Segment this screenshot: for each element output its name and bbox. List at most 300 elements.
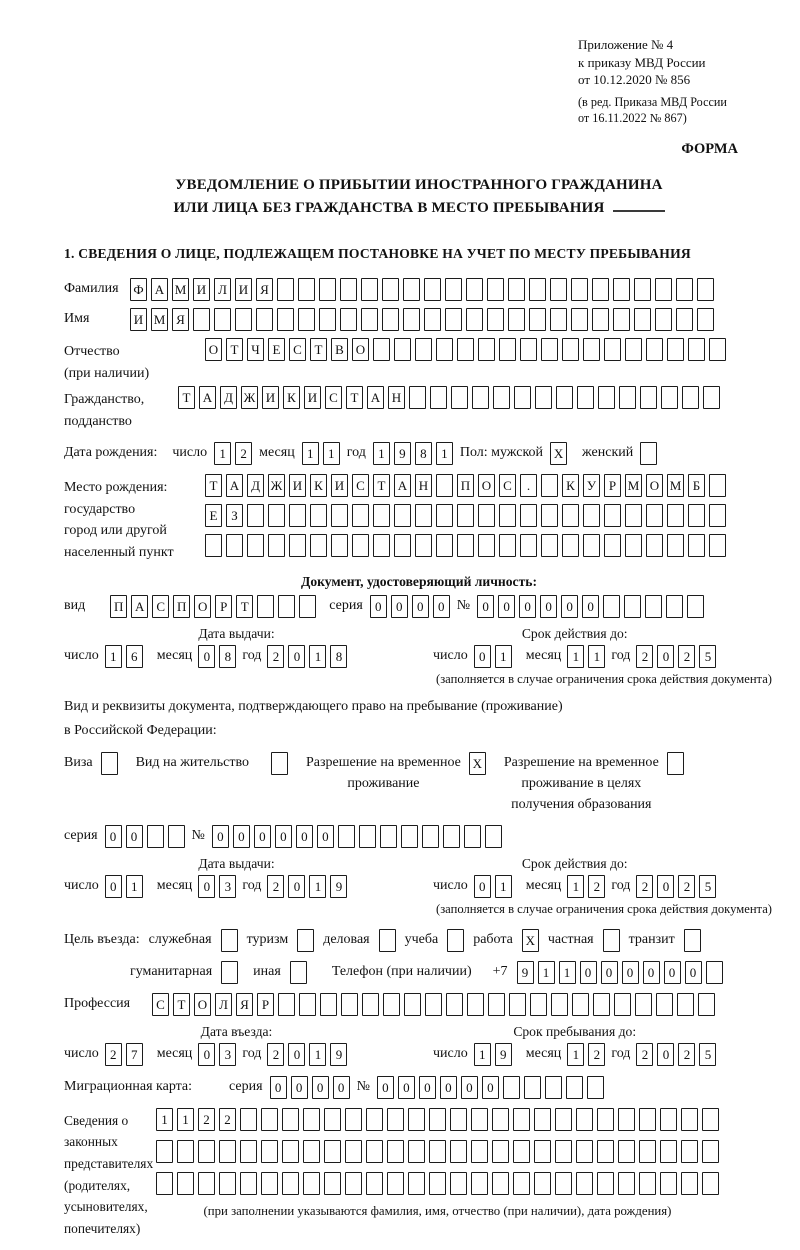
char-cell: 2: [105, 1043, 122, 1066]
id-issue-month-cells: [198, 645, 236, 668]
char-cell: [603, 929, 620, 952]
char-cell: [247, 504, 264, 527]
char-cell: 1: [302, 442, 319, 465]
char-cell: 2: [267, 645, 284, 668]
restriction-note: (заполняется в случае ограничения срока действия документа): [436, 901, 772, 916]
char-cell: 5: [699, 875, 716, 898]
char-cell: 1: [105, 645, 122, 668]
char-cell: [429, 1108, 446, 1131]
char-cell: [408, 1140, 425, 1163]
char-cell: [688, 338, 705, 361]
id-number-cells: [477, 595, 704, 618]
char-cell: И: [193, 278, 210, 301]
stay-until-caption: Срок пребывания до:: [513, 1023, 637, 1039]
char-cell: [499, 504, 516, 527]
day-label: число: [433, 648, 468, 664]
char-cell: [666, 595, 683, 618]
char-cell: [488, 993, 505, 1016]
guardians-cells-block: [156, 1108, 719, 1240]
char-cell: [415, 504, 432, 527]
res-valid-year-cells: [636, 875, 716, 898]
char-cell: [655, 308, 672, 331]
given-name-label: Имя: [64, 311, 90, 327]
char-cell: [341, 993, 358, 1016]
char-cell: [373, 338, 390, 361]
char-cell: 0: [657, 645, 674, 668]
char-cell: [541, 534, 558, 557]
birthplace-row: [64, 474, 774, 564]
char-cell: [613, 308, 630, 331]
char-cell: [450, 1140, 467, 1163]
char-cell: 7: [126, 1043, 143, 1066]
purpose-option-label: учеба: [404, 932, 439, 948]
char-cell: 0: [622, 961, 639, 984]
year-label: год: [611, 648, 631, 664]
char-cell: [562, 504, 579, 527]
char-cell: 0: [270, 1076, 287, 1099]
char-cell: [247, 534, 264, 557]
char-cell: Н: [388, 386, 405, 409]
char-cell: 0: [288, 1043, 305, 1066]
char-cell: [583, 534, 600, 557]
char-cell: 0: [474, 645, 491, 668]
char-cell: [646, 338, 663, 361]
char-cell: 0: [657, 875, 674, 898]
char-cell: [359, 825, 376, 848]
char-cell: 1: [177, 1108, 194, 1131]
char-cell: [487, 308, 504, 331]
purpose-study-checkbox: [447, 929, 464, 952]
char-cell: [282, 1172, 299, 1195]
char-cell: [509, 993, 526, 1016]
temp-residence-edu-checkbox: [667, 752, 684, 775]
char-cell: С: [499, 474, 516, 497]
purpose-row: [64, 929, 774, 952]
char-cell: 2: [678, 875, 695, 898]
migration-number-cells: [377, 1076, 604, 1099]
char-cell: X: [522, 929, 539, 952]
char-cell: Р: [257, 993, 274, 1016]
char-cell: [478, 534, 495, 557]
char-cell: А: [131, 595, 148, 618]
char-cell: С: [152, 993, 169, 1016]
valid-until-caption: Срок действия до:: [521, 855, 628, 871]
char-cell: [345, 1108, 362, 1131]
char-cell: Д: [220, 386, 237, 409]
char-cell: [256, 308, 273, 331]
char-cell: С: [325, 386, 342, 409]
char-cell: 1: [588, 645, 605, 668]
char-cell: 0: [275, 825, 292, 848]
month-label: месяц: [525, 648, 562, 664]
humanitarian-checkbox: [221, 961, 238, 984]
char-cell: С: [152, 595, 169, 618]
char-cell: [640, 386, 657, 409]
char-cell: [492, 1140, 509, 1163]
char-cell: [541, 474, 558, 497]
purpose-option-label: транзит: [628, 932, 675, 948]
char-cell: [676, 278, 693, 301]
char-cell: [404, 993, 421, 1016]
purpose-label: Цель въезда:: [64, 932, 140, 948]
char-cell: [660, 1172, 677, 1195]
char-cell: 0: [370, 595, 387, 618]
char-cell: Я: [236, 993, 253, 1016]
entry-month-cells: [198, 1043, 236, 1066]
char-cell: 1: [559, 961, 576, 984]
char-cell: [597, 1140, 614, 1163]
year-label: год: [346, 445, 366, 461]
char-cell: [457, 534, 474, 557]
char-cell: [613, 278, 630, 301]
char-cell: [625, 338, 642, 361]
char-cell: 1: [156, 1108, 173, 1131]
char-cell: 0: [212, 825, 229, 848]
char-cell: [289, 534, 306, 557]
char-cell: [401, 825, 418, 848]
citizenship-cells: [178, 386, 720, 409]
char-cell: [493, 386, 510, 409]
residence-permit-label: Вид на жительство: [135, 754, 249, 770]
birth-year-cells: [373, 442, 453, 465]
temp-residence-option: [306, 752, 486, 794]
char-cell: [571, 308, 588, 331]
char-cell: [684, 929, 701, 952]
month-label: месяц: [525, 1046, 562, 1062]
char-cell: 0: [461, 1076, 478, 1099]
char-cell: [387, 1108, 404, 1131]
char-cell: Т: [236, 595, 253, 618]
citizenship-row: [64, 386, 774, 432]
char-cell: [550, 278, 567, 301]
patronymic-row: [64, 338, 774, 384]
profession-label: Профессия: [64, 995, 131, 1011]
other-purpose-label: иная: [253, 964, 281, 980]
char-cell: [555, 1108, 572, 1131]
sex-female-label: женский: [582, 445, 634, 461]
char-cell: 1: [567, 645, 584, 668]
char-cell: [667, 504, 684, 527]
char-cell: [331, 504, 348, 527]
month-label: месяц: [259, 445, 295, 461]
guardians-cells-2: [156, 1140, 719, 1163]
char-cell: 2: [267, 875, 284, 898]
char-cell: [562, 338, 579, 361]
char-cell: Т: [226, 338, 243, 361]
char-cell: [366, 1140, 383, 1163]
char-cell: 0: [498, 595, 515, 618]
char-cell: X: [469, 752, 486, 775]
char-cell: Ж: [268, 474, 285, 497]
char-cell: [352, 534, 369, 557]
char-cell: [576, 1108, 593, 1131]
char-cell: [340, 278, 357, 301]
purpose-option-label: работа: [473, 932, 513, 948]
phone-cells: [517, 961, 723, 984]
char-cell: Р: [604, 474, 621, 497]
residence-permit-option: [136, 752, 288, 775]
char-cell: [604, 534, 621, 557]
humanitarian-label: гуманитарная: [130, 964, 213, 980]
day-label: число: [64, 1046, 99, 1062]
char-cell: [394, 504, 411, 527]
id-valid-month-cells: [567, 645, 605, 668]
char-cell: 0: [412, 595, 429, 618]
form-word: ФОРМА: [681, 140, 738, 157]
id-doc-row: [64, 595, 774, 618]
char-cell: [464, 825, 481, 848]
guardians-cells-1: [156, 1108, 719, 1131]
char-cell: [676, 308, 693, 331]
char-cell: 0: [296, 825, 313, 848]
char-cell: [261, 1140, 278, 1163]
char-cell: 2: [678, 645, 695, 668]
char-cell: 0: [105, 875, 122, 898]
char-cell: Т: [178, 386, 195, 409]
char-cell: [524, 1076, 541, 1099]
birthdate-row: [64, 442, 774, 465]
char-cell: О: [194, 993, 211, 1016]
char-cell: 2: [267, 1043, 284, 1066]
char-cell: Л: [214, 278, 231, 301]
sex-male-checkbox: [550, 442, 567, 465]
char-cell: К: [562, 474, 579, 497]
char-cell: [597, 1108, 614, 1131]
char-cell: [366, 1172, 383, 1195]
char-cell: И: [331, 474, 348, 497]
char-cell: [688, 504, 705, 527]
other-purpose-checkbox: [290, 961, 307, 984]
char-cell: [345, 1140, 362, 1163]
char-cell: [545, 1076, 562, 1099]
char-cell: [660, 1108, 677, 1131]
char-cell: [709, 474, 726, 497]
char-cell: [541, 504, 558, 527]
char-cell: [485, 825, 502, 848]
char-cell: [297, 929, 314, 952]
char-cell: 1: [309, 875, 326, 898]
guardians-row: [64, 1108, 774, 1240]
char-cell: [289, 504, 306, 527]
char-cell: [592, 308, 609, 331]
char-cell: [534, 1172, 551, 1195]
char-cell: Я: [172, 308, 189, 331]
char-cell: 8: [219, 645, 236, 668]
char-cell: [221, 961, 238, 984]
day-label: число: [64, 648, 99, 664]
char-cell: [583, 338, 600, 361]
char-cell: [472, 386, 489, 409]
id-issue-day-cells: [105, 645, 143, 668]
year-label: год: [611, 1046, 631, 1062]
char-cell: 2: [636, 1043, 653, 1066]
purpose-transit-checkbox: [684, 929, 701, 952]
char-cell: [221, 929, 238, 952]
char-cell: С: [352, 474, 369, 497]
char-cell: [219, 1140, 236, 1163]
char-cell: [577, 386, 594, 409]
char-cell: [319, 278, 336, 301]
res-valid-day-cells: [474, 875, 512, 898]
birth-month-cells: [302, 442, 340, 465]
char-cell: 2: [636, 645, 653, 668]
stay-day-cells: [474, 1043, 512, 1066]
char-cell: 0: [312, 1076, 329, 1099]
series-label: серия: [64, 828, 98, 844]
char-cell: [282, 1140, 299, 1163]
char-cell: [688, 534, 705, 557]
char-cell: [466, 308, 483, 331]
res-issue-year-cells: [267, 875, 347, 898]
month-label: месяц: [156, 648, 193, 664]
char-cell: 1: [309, 1043, 326, 1066]
char-cell: [387, 1140, 404, 1163]
char-cell: В: [331, 338, 348, 361]
purpose-row-2: [130, 961, 774, 984]
char-cell: 9: [394, 442, 411, 465]
char-cell: [639, 1108, 656, 1131]
patronymic-label: Отчество (при наличии): [64, 344, 150, 381]
surname-label: Фамилия: [64, 281, 119, 297]
char-cell: 0: [474, 875, 491, 898]
char-cell: [697, 278, 714, 301]
char-cell: Т: [173, 993, 190, 1016]
char-cell: П: [457, 474, 474, 497]
phone-label: Телефон (при наличии): [331, 964, 472, 980]
char-cell: [403, 278, 420, 301]
char-cell: [298, 308, 315, 331]
char-cell: [261, 1108, 278, 1131]
char-cell: [592, 278, 609, 301]
char-cell: [677, 993, 694, 1016]
char-cell: [268, 504, 285, 527]
char-cell: [530, 993, 547, 1016]
char-cell: [310, 504, 327, 527]
purpose-official-checkbox: [221, 929, 238, 952]
char-cell: [324, 1172, 341, 1195]
char-cell: [709, 338, 726, 361]
sex-male-label: Пол: мужской: [459, 445, 544, 461]
char-cell: [508, 308, 525, 331]
char-cell: [303, 1172, 320, 1195]
char-cell: [380, 825, 397, 848]
char-cell: И: [304, 386, 321, 409]
char-cell: 1: [323, 442, 340, 465]
char-cell: 5: [699, 645, 716, 668]
char-cell: [541, 338, 558, 361]
char-cell: [298, 278, 315, 301]
stay-year-cells: [636, 1043, 716, 1066]
char-cell: О: [478, 474, 495, 497]
appendix-line: к приказу МВД России: [578, 54, 706, 70]
char-cell: [177, 1140, 194, 1163]
char-cell: С: [289, 338, 306, 361]
id-issue-year-cells: [267, 645, 347, 668]
char-cell: 2: [588, 875, 605, 898]
given-name-cells: [130, 308, 714, 331]
char-cell: [520, 534, 537, 557]
char-cell: А: [199, 386, 216, 409]
char-cell: 1: [474, 1043, 491, 1066]
char-cell: [618, 1172, 635, 1195]
purpose-option-label: служебная: [148, 932, 212, 948]
month-label: месяц: [525, 878, 562, 894]
char-cell: [299, 595, 316, 618]
char-cell: [447, 929, 464, 952]
char-cell: И: [262, 386, 279, 409]
char-cell: [566, 1076, 583, 1099]
profession-cells: [152, 993, 715, 1016]
char-cell: 8: [415, 442, 432, 465]
char-cell: [324, 1108, 341, 1131]
issue-date-caption: Дата выдачи:: [198, 855, 275, 871]
char-cell: [436, 474, 453, 497]
char-cell: [640, 442, 657, 465]
purpose-option-label: туризм: [246, 932, 289, 948]
char-cell: [282, 1108, 299, 1131]
char-cell: 1: [309, 645, 326, 668]
char-cell: [240, 1140, 257, 1163]
char-cell: Т: [346, 386, 363, 409]
day-label: число: [172, 445, 208, 461]
char-cell: [593, 993, 610, 1016]
number-label: №: [456, 598, 471, 614]
char-cell: М: [667, 474, 684, 497]
char-cell: [603, 595, 620, 618]
char-cell: К: [310, 474, 327, 497]
char-cell: [646, 534, 663, 557]
char-cell: [382, 278, 399, 301]
char-cell: [408, 1172, 425, 1195]
char-cell: [214, 308, 231, 331]
char-cell: [446, 993, 463, 1016]
char-cell: Б: [688, 474, 705, 497]
visa-label: Виза: [64, 754, 93, 770]
char-cell: 0: [601, 961, 618, 984]
char-cell: [379, 929, 396, 952]
char-cell: И: [235, 278, 252, 301]
char-cell: 0: [643, 961, 660, 984]
char-cell: [373, 534, 390, 557]
char-cell: З: [226, 504, 243, 527]
char-cell: 0: [419, 1076, 436, 1099]
year-label: год: [242, 648, 262, 664]
residence-doc-intro: Вид и реквизиты документа, подтверждающего право на пребывание (проживание) в Российской Федерации:: [64, 698, 563, 739]
char-cell: [634, 308, 651, 331]
char-cell: [587, 1076, 604, 1099]
res-issue-month-cells: [198, 875, 236, 898]
char-cell: Н: [415, 474, 432, 497]
char-cell: [618, 1108, 635, 1131]
char-cell: [451, 386, 468, 409]
char-cell: [583, 504, 600, 527]
char-cell: [331, 534, 348, 557]
char-cell: [193, 308, 210, 331]
char-cell: 5: [699, 1043, 716, 1066]
stay-month-cells: [567, 1043, 605, 1066]
temp-residence-checkbox: [469, 752, 486, 775]
char-cell: [667, 338, 684, 361]
char-cell: [409, 386, 426, 409]
char-cell: 1: [126, 875, 143, 898]
char-cell: [499, 534, 516, 557]
char-cell: 9: [330, 875, 347, 898]
char-cell: [634, 278, 651, 301]
char-cell: [478, 504, 495, 527]
char-cell: [508, 278, 525, 301]
surname-cells: [130, 278, 714, 301]
char-cell: 0: [433, 595, 450, 618]
